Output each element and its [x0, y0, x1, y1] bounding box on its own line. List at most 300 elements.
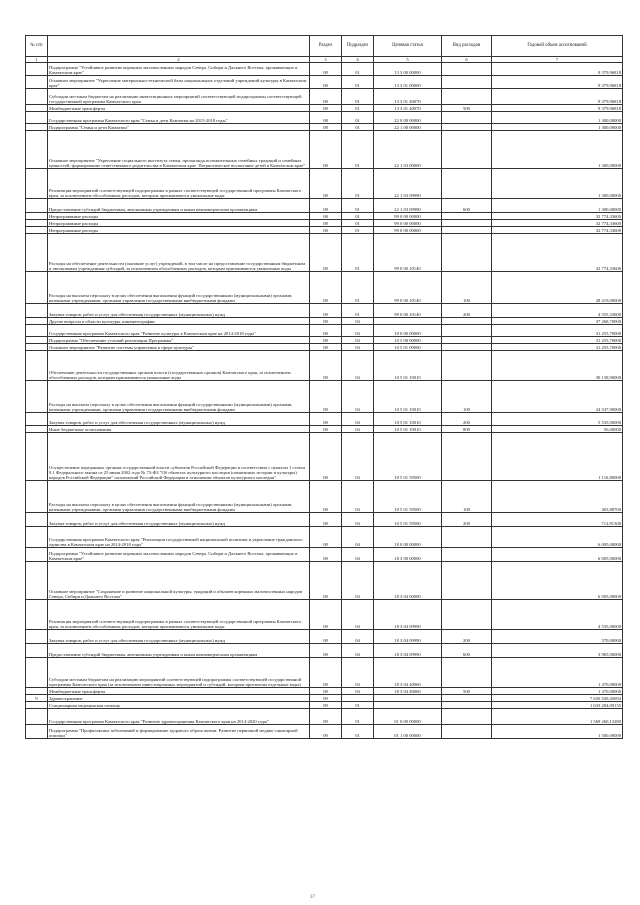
row-vid-rashodov [442, 63, 492, 76]
header-num: № п/п [26, 36, 48, 57]
row-podrazdel: 04 [342, 351, 374, 381]
row-podrazdel: 01 [342, 220, 374, 227]
row-number [26, 337, 48, 344]
row-number [26, 112, 48, 124]
row-razdel: 08 [310, 688, 342, 695]
row-number [26, 688, 48, 695]
row-sum: 9 379,96818 [492, 89, 623, 105]
row-razdel: 08 [310, 433, 342, 481]
row-number [26, 63, 48, 76]
row-podrazdel: 04 [342, 481, 374, 513]
table-row [26, 131, 623, 169]
row-vid-rashodov [442, 213, 492, 220]
row-name: Государственная программа Камчатского края "Развитие культуры в Камчатском крае на 2014-2018 годы" [48, 325, 310, 337]
row-podrazdel: 04 [342, 433, 374, 481]
row-number [26, 131, 48, 169]
row-sum: 31 255,70000 [492, 325, 623, 337]
row-podrazdel: 01 [342, 63, 374, 76]
row-sum: 403,88700 [492, 481, 623, 513]
row-number [26, 220, 48, 227]
row-razdel: 08 [310, 562, 342, 600]
row-vid-rashodov: 100 [442, 272, 492, 304]
row-celevaya-statya: 18 3 04 40060 [374, 688, 442, 695]
row-number [26, 513, 48, 527]
table-row [26, 199, 623, 213]
header-razdel: Раздел [310, 36, 342, 57]
row-celevaya-statya: 10 5 01 00000 [374, 344, 442, 351]
table-row [26, 562, 623, 600]
row-vid-rashodov [442, 433, 492, 481]
row-name: Основное мероприятие "Сохранение и развитие национальной культуры, традиций и обычаев коренных малочисленных народов Севера, Сибири и Дальнего Востока" [48, 562, 310, 600]
row-razdel: 08 [310, 426, 342, 433]
row-vid-rashodov [442, 169, 492, 199]
row-podrazdel: 04 [342, 426, 374, 433]
row-number [26, 630, 48, 644]
table-row [26, 426, 623, 433]
row-name: Закупка товаров, работ и услуг для обеспечения государственных (муниципальных) нужд [48, 304, 310, 318]
row-name: Непрограммные расходы [48, 227, 310, 234]
row-celevaya-statya: 22 1 00 00000 [374, 124, 442, 131]
row-sum: 24 547,90000 [492, 381, 623, 413]
row-number [26, 562, 48, 600]
row-sum: 570,00000 [492, 630, 623, 644]
row-celevaya-statya: 22 1 03 09990 [374, 169, 442, 199]
row-vid-rashodov: 600 [442, 199, 492, 213]
row-podrazdel: 04 [342, 644, 374, 658]
row-sum: 9 379,96818 [492, 76, 623, 89]
row-name: Подпрограмма "Устойчивое развитие коренных малочисленных народов Севера, Сибири и Дальнего Востока, проживающих в Камчатском крае" [48, 63, 310, 76]
table-row [26, 124, 623, 131]
table-row [26, 344, 623, 351]
row-name: Закупка товаров, работ и услуг для обеспечения государственных (муниципальных) нужд [48, 413, 310, 426]
row-podrazdel: 01 [342, 105, 374, 112]
row-celevaya-statya [374, 702, 442, 709]
row-name: Субсидии местным бюджетам на реализацию инвестиционных мероприятий соответствующей подпрограммы соответствующей государственной программы Камчатского края [48, 89, 310, 105]
row-celevaya-statya: 13 3 01 40070 [374, 105, 442, 112]
document-page [25, 35, 622, 739]
row-number [26, 169, 48, 199]
row-razdel: 08 [310, 337, 342, 344]
row-celevaya-statya: 99 0 00 00000 [374, 213, 442, 220]
row-sum: 712,91300 [492, 513, 623, 527]
row-number [26, 234, 48, 272]
row-name: Закупка товаров, работ и услуг для обеспечения государственных (муниципальных) нужд [48, 630, 310, 644]
row-name: Основное мероприятие "Укрепление социального института семьи, пропаганда положительных семейных традиций и семейных ценностей, формирование ответственного родительства в Камчатском крае. Патриотическое воспитание детей в Камчатском крае" [48, 131, 310, 169]
row-sum: 1 300,00000 [492, 169, 623, 199]
row-name: Основное мероприятие "Развитие системы управления в сфере культуры" [48, 344, 310, 351]
row-celevaya-statya: 10 5 01 10010 [374, 413, 442, 426]
row-razdel: 08 [310, 381, 342, 413]
table-row [26, 318, 623, 325]
row-name: Государственная программа Камчатского края "Реализация государственной национальной политики и укрепление гражданского единства в Камчатском крае на 2014-2018 годы" [48, 527, 310, 548]
row-number [26, 527, 48, 548]
row-sum: 1 569 260,13280 [492, 709, 623, 725]
row-name: Закупка товаров, работ и услуг для обеспечения государственных (муниципальных) нужд [48, 513, 310, 527]
row-name: Подпрограмма "Профилактика заболеваний и формирование здорового образа жизни. Развитие первичной медико-санитарной помощи" [48, 725, 310, 739]
table-row [26, 272, 623, 304]
index-cell: 6 [442, 57, 492, 63]
row-celevaya-statya: 22 0 00 00000 [374, 112, 442, 124]
row-podrazdel: 04 [342, 344, 374, 351]
row-vid-rashodov [442, 337, 492, 344]
table-row [26, 548, 623, 562]
row-podrazdel: 04 [342, 548, 374, 562]
row-podrazdel: 04 [342, 318, 374, 325]
table-row [26, 630, 623, 644]
table-row [26, 513, 623, 527]
row-celevaya-statya [374, 318, 442, 325]
row-number [26, 124, 48, 131]
row-sum: 9 379,96818 [492, 63, 623, 76]
row-name: Осуществление переданных органам государственной власти субъектов Российской Федерации в соответствии с пунктом 1 статьи 9.1 Федерального закона от 25 июня 2002 года № 73-ФЗ "Об объектах культурного наследия (памятниках истории и культуры) народов Российской Федерации" полномочий Российской Федерации в отношении объектов культурного наследия" [48, 433, 310, 481]
row-podrazdel: 01 [342, 112, 374, 124]
header-sum: Годовой объем ассигнований [492, 36, 623, 57]
row-celevaya-statya: 13 3 01 40070 [374, 89, 442, 105]
budget-table [25, 35, 623, 739]
row-vid-rashodov [442, 112, 492, 124]
table-row [26, 234, 623, 272]
row-number [26, 318, 48, 325]
row-number [26, 199, 48, 213]
row-sum: 1 500,00000 [492, 725, 623, 739]
row-razdel: 08 [310, 318, 342, 325]
table-row [26, 76, 623, 89]
row-vid-rashodov: 800 [442, 426, 492, 433]
table-row [26, 725, 623, 739]
row-celevaya-statya: 22 1 03 09990 [374, 199, 442, 213]
table-row [26, 213, 623, 220]
row-sum: 3 965,00000 [492, 644, 623, 658]
row-celevaya-statya [374, 695, 442, 702]
row-vid-rashodov [442, 131, 492, 169]
row-celevaya-statya: 13 3 01 00000 [374, 76, 442, 89]
row-celevaya-statya: 18 3 04 09990 [374, 644, 442, 658]
row-razdel: 08 [310, 304, 342, 318]
row-sum: 7 650 549,45694 [492, 695, 623, 702]
row-sum: 31 255,70000 [492, 344, 623, 351]
row-vid-rashodov [442, 527, 492, 548]
row-podrazdel: 01 [342, 76, 374, 89]
row-sum: 32 774,33600 [492, 220, 623, 227]
row-celevaya-statya: 99 0 00 10140 [374, 272, 442, 304]
row-sum: 32 774,33600 [492, 234, 623, 272]
row-vid-rashodov [442, 709, 492, 725]
index-cell: 2 [48, 57, 310, 63]
table-row [26, 112, 623, 124]
row-number [26, 381, 48, 413]
table-row [26, 600, 623, 630]
row-number [26, 351, 48, 381]
row-name: Стационарная медицинская помощь [48, 702, 310, 709]
row-vid-rashodov: 100 [442, 381, 492, 413]
row-sum: 6 005,00000 [492, 548, 623, 562]
row-name: Основное мероприятие "Укрепление материально-технической базы национальных отделений учреждений культуры в Камчатском крае" [48, 76, 310, 89]
row-name: Реализация мероприятий соответствующей подпрограммы в рамках соответствующей государственной программы Камчатского края, за исключением обособленных расходов, которым присваиваются уникальные коды [48, 169, 310, 199]
row-vid-rashodov [442, 344, 492, 351]
row-vid-rashodov [442, 695, 492, 702]
header-celevaya: Целевая статья [374, 36, 442, 57]
row-number [26, 89, 48, 105]
row-number [26, 644, 48, 658]
row-razdel: 08 [310, 112, 342, 124]
table-row [26, 304, 623, 318]
row-name: Подпрограмма "Семья и дети Камчатки" [48, 124, 310, 131]
table-row [26, 351, 623, 381]
row-vid-rashodov [442, 600, 492, 630]
row-sum: 31 255,70000 [492, 337, 623, 344]
row-name: Подпрограмма "Устойчивое развитие коренных малочисленных народов Севера, Сибири и Дальнего Востока, проживающих в Камчатском крае" [48, 548, 310, 562]
table-row [26, 527, 623, 548]
row-vid-rashodov [442, 227, 492, 234]
row-name: Обеспечение деятельности государственных органов власти (государственных органов) Камчатского края, за исключением обособленных расходов, которым присваиваются уникальные коды [48, 351, 310, 381]
row-razdel: 08 [310, 105, 342, 112]
row-celevaya-statya: 99 0 00 10140 [374, 304, 442, 318]
row-podrazdel: 01 [342, 725, 374, 739]
row-razdel: 08 [310, 76, 342, 89]
table-row [26, 89, 623, 105]
page-number: 37 [310, 895, 315, 900]
row-vid-rashodov [442, 76, 492, 89]
table-row [26, 688, 623, 695]
row-razdel: 08 [310, 413, 342, 426]
row-sum: 56,00000 [492, 426, 623, 433]
row-name: Межбюджетные трансферты [48, 688, 310, 695]
row-razdel: 08 [310, 548, 342, 562]
row-vid-rashodov [442, 548, 492, 562]
row-vid-rashodov [442, 124, 492, 131]
row-number [26, 658, 48, 688]
row-name: Государственная программа Камчатского края "Семья и дети Камчатки на 2015-2018 годы" [48, 112, 310, 124]
row-number [26, 600, 48, 630]
row-sum: 37 268,70000 [492, 318, 623, 325]
row-razdel: 09 [310, 695, 342, 702]
row-razdel: 09 [310, 702, 342, 709]
row-razdel: 09 [310, 725, 342, 739]
table-row [26, 709, 623, 725]
row-podrazdel: 01 [342, 199, 374, 213]
row-sum: 4 535,00000 [492, 600, 623, 630]
row-sum: 9 379,96818 [492, 105, 623, 112]
row-number [26, 702, 48, 709]
row-podrazdel: 01 [342, 131, 374, 169]
table-row [26, 63, 623, 76]
row-number [26, 272, 48, 304]
row-number [26, 227, 48, 234]
table-body [26, 63, 623, 739]
row-sum: 6 005,00000 [492, 562, 623, 600]
row-vid-rashodov [442, 658, 492, 688]
row-podrazdel: 01 [342, 709, 374, 725]
index-cell: 1 [26, 57, 48, 63]
row-celevaya-statya: 10 5 01 59500 [374, 481, 442, 513]
row-name: Предоставление субсидий бюджетным, автономным учреждениям и иным некоммерческим организациям [48, 199, 310, 213]
row-celevaya-statya: 18 3 04 00000 [374, 562, 442, 600]
row-razdel: 08 [310, 325, 342, 337]
row-vid-rashodov [442, 318, 492, 325]
row-podrazdel: 01 [342, 272, 374, 304]
row-razdel: 09 [310, 709, 342, 725]
row-number [26, 433, 48, 481]
row-razdel: 08 [310, 199, 342, 213]
row-sum: 4 555,33600 [492, 304, 623, 318]
row-sum: 1 116,80000 [492, 433, 623, 481]
header-name [48, 36, 310, 57]
table-row [26, 381, 623, 413]
row-podrazdel: 04 [342, 600, 374, 630]
row-number [26, 426, 48, 433]
row-celevaya-statya: 13 3 00 00000 [374, 63, 442, 76]
row-number: 9 [26, 695, 48, 702]
row-number [26, 325, 48, 337]
row-celevaya-statya: 10 5 01 10010 [374, 426, 442, 433]
row-name: Реализация мероприятий соответствующей подпрограммы в рамках соответствующей государственной программы Камчатского края, за исключением обособленных расходов, которым присваиваются уникальные коды [48, 600, 310, 630]
row-razdel: 08 [310, 481, 342, 513]
row-sum: 30 138,90000 [492, 351, 623, 381]
row-razdel: 08 [310, 351, 342, 381]
row-celevaya-statya: 10 5 01 10010 [374, 351, 442, 381]
header-vid: Вид расходов [442, 36, 492, 57]
row-vid-rashodov [442, 234, 492, 272]
row-vid-rashodov [442, 89, 492, 105]
row-vid-rashodov [442, 562, 492, 600]
table-row [26, 337, 623, 344]
row-number [26, 344, 48, 351]
row-podrazdel: 04 [342, 527, 374, 548]
row-razdel: 08 [310, 89, 342, 105]
row-vid-rashodov: 500 [442, 688, 492, 695]
index-cell: 7 [492, 57, 623, 63]
table-row [26, 220, 623, 227]
table-row [26, 169, 623, 199]
row-celevaya-statya: 10 5 01 59500 [374, 433, 442, 481]
row-podrazdel: 01 [342, 304, 374, 318]
row-celevaya-statya: 99 0 00 00000 [374, 227, 442, 234]
row-razdel: 08 [310, 213, 342, 220]
table-header [26, 36, 623, 57]
row-sum: 1 300,00000 [492, 124, 623, 131]
row-razdel: 08 [310, 63, 342, 76]
row-sum: 1 300,00000 [492, 112, 623, 124]
row-razdel: 08 [310, 227, 342, 234]
row-sum: 28 219,00000 [492, 272, 623, 304]
row-razdel: 08 [310, 513, 342, 527]
row-number [26, 213, 48, 220]
row-number [26, 105, 48, 112]
table-row [26, 105, 623, 112]
row-name: Межбюджетные трансферты [48, 105, 310, 112]
row-number [26, 413, 48, 426]
row-name: Расходы на выплаты персоналу в целях обеспечения выполнения функций государственными (муниципальными) органами, казенными учреждениями, органами управления государственными внебюджетными фондами [48, 481, 310, 513]
row-podrazdel: 04 [342, 658, 374, 688]
row-number [26, 725, 48, 739]
row-name: Непрограммные расходы [48, 213, 310, 220]
row-podrazdel: 01 [342, 169, 374, 199]
row-sum: 32 774,33600 [492, 227, 623, 234]
row-sum: 1 300,00000 [492, 199, 623, 213]
index-cell: 5 [374, 57, 442, 63]
row-vid-rashodov: 500 [442, 105, 492, 112]
row-vid-rashodov [442, 220, 492, 227]
row-podrazdel: 01 [342, 234, 374, 272]
row-razdel: 08 [310, 220, 342, 227]
row-podrazdel: 01 [342, 702, 374, 709]
row-name: Субсидии местным бюджетам на реализацию мероприятий соответствующей подпрограммы соответствующей государственной программы Камчатского края (за исключением инвестиционных мероприятий и субсидий, которым присвоены отдельные коды) [48, 658, 310, 688]
row-name: Государственная программа Камчатского края "Развитие здравоохранения Камчатского края на 2014-2020 годы" [48, 709, 310, 725]
row-celevaya-statya: 10 5 01 10010 [374, 381, 442, 413]
row-razdel: 08 [310, 272, 342, 304]
row-podrazdel: 04 [342, 413, 374, 426]
row-number [26, 304, 48, 318]
index-cell: 4 [342, 57, 374, 63]
row-sum: 1 470,00000 [492, 658, 623, 688]
row-celevaya-statya: 18 3 04 09990 [374, 600, 442, 630]
row-razdel: 08 [310, 131, 342, 169]
row-celevaya-statya: 18 3 04 09990 [374, 630, 442, 644]
row-celevaya-statya: 18 3 04 40060 [374, 658, 442, 688]
row-podrazdel: 01 [342, 213, 374, 220]
row-sum: 32 774,33600 [492, 213, 623, 220]
row-celevaya-statya: 01 1 00 00000 [374, 725, 442, 739]
row-vid-rashodov [442, 325, 492, 337]
row-celevaya-statya: 18 0 00 00000 [374, 527, 442, 548]
row-celevaya-statya: 18 3 00 00000 [374, 548, 442, 562]
index-cell: 3 [310, 57, 342, 63]
row-celevaya-statya: 10 5 01 59500 [374, 513, 442, 527]
row-razdel: 08 [310, 658, 342, 688]
row-celevaya-statya: 99 0 00 00000 [374, 220, 442, 227]
row-name: Подпрограмма "Обеспечение условий реализации Программы" [48, 337, 310, 344]
row-sum: 6 005,00000 [492, 527, 623, 548]
row-celevaya-statya: 10 0 00 00000 [374, 325, 442, 337]
table-row [26, 695, 623, 702]
row-vid-rashodov: 200 [442, 304, 492, 318]
row-razdel: 08 [310, 600, 342, 630]
row-sum: 1 633 204,00135 [492, 702, 623, 709]
row-podrazdel: 01 [342, 124, 374, 131]
row-name: Предоставление субсидий бюджетным, автономным учреждениям и иным некоммерческим организациям [48, 644, 310, 658]
row-vid-rashodov: 200 [442, 630, 492, 644]
table-row [26, 227, 623, 234]
row-razdel: 08 [310, 344, 342, 351]
table-row [26, 325, 623, 337]
row-vid-rashodov: 600 [442, 644, 492, 658]
row-sum: 1 300,00000 [492, 131, 623, 169]
row-number [26, 709, 48, 725]
row-sum: 1 470,00000 [492, 688, 623, 695]
table-row [26, 702, 623, 709]
row-name: Расходы на обеспечение деятельности (оказание услуг) учреждений, в том числе на предоставление государственным бюджетным и автономным учреждениям субсидий, за исключением обособленных расходов, которым присваиваются уникальные коды [48, 234, 310, 272]
table-row [26, 644, 623, 658]
row-razdel: 08 [310, 630, 342, 644]
row-name: Другие вопросы в области культуры, кинематографии [48, 318, 310, 325]
row-vid-rashodov [442, 702, 492, 709]
row-vid-rashodov [442, 351, 492, 381]
row-number [26, 481, 48, 513]
row-number [26, 76, 48, 89]
row-podrazdel: 01 [342, 89, 374, 105]
row-vid-rashodov: 200 [442, 513, 492, 527]
row-podrazdel: 04 [342, 513, 374, 527]
row-razdel: 08 [310, 644, 342, 658]
row-name: Непрограммные расходы [48, 220, 310, 227]
row-celevaya-statya: 99 0 00 10140 [374, 234, 442, 272]
table-row [26, 658, 623, 688]
table-row [26, 481, 623, 513]
row-razdel: 08 [310, 527, 342, 548]
row-celevaya-statya: 10 5 00 00000 [374, 337, 442, 344]
row-podrazdel: 04 [342, 325, 374, 337]
row-name: Иные бюджетные ассигнования [48, 426, 310, 433]
